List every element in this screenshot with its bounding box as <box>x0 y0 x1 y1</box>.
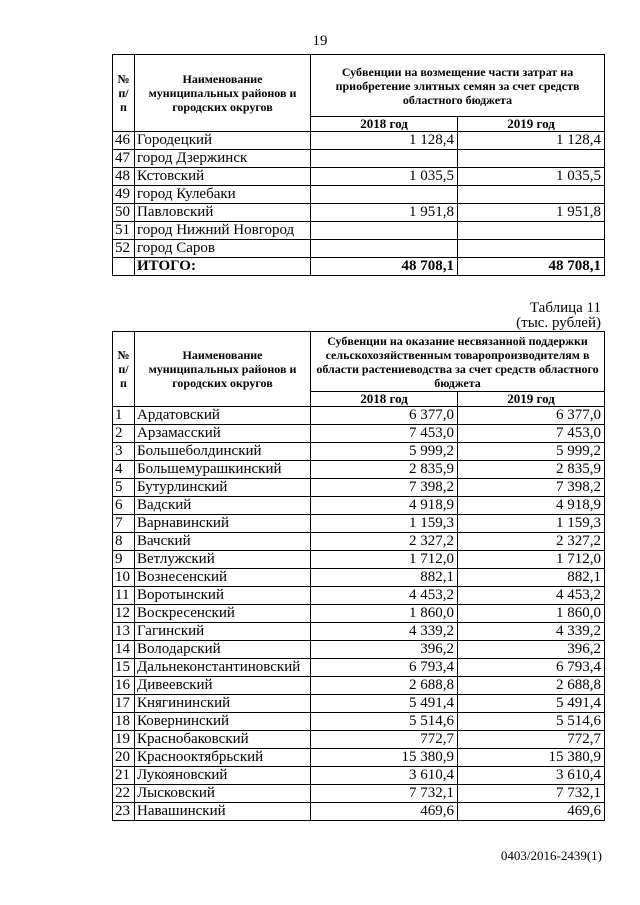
row-number: 52 <box>113 240 135 258</box>
table-row <box>113 623 605 641</box>
value-2019: 7 398,2 <box>458 479 605 497</box>
district-name: Ветлужский <box>135 551 311 569</box>
table-row <box>113 659 605 677</box>
page-number: 19 <box>312 33 328 49</box>
table-row <box>113 587 605 605</box>
col-header-2018: 2018 год <box>311 392 458 407</box>
row-number: 8 <box>113 533 135 551</box>
table-row <box>113 132 605 150</box>
table-row <box>113 222 605 240</box>
total-empty-cell <box>113 258 135 276</box>
table-row <box>113 425 605 443</box>
row-number: 3 <box>113 443 135 461</box>
value-2019: 2 327,2 <box>458 533 605 551</box>
row-number: 13 <box>113 623 135 641</box>
value-2018: 15 380,9 <box>311 749 458 767</box>
district-name: Дальнеконстантиновский <box>135 659 311 677</box>
row-number: 16 <box>113 677 135 695</box>
district-name: Большемурашкинский <box>135 461 311 479</box>
row-number: 1 <box>113 407 135 425</box>
table-row <box>113 168 605 186</box>
table-row <box>113 204 605 222</box>
table-row <box>113 551 605 569</box>
district-name: Краснобаковский <box>135 731 311 749</box>
value-2019: 6 793,4 <box>458 659 605 677</box>
value-2019 <box>458 240 605 258</box>
value-2019: 3 610,4 <box>458 767 605 785</box>
table-row <box>113 803 605 821</box>
row-number: 46 <box>113 132 135 150</box>
value-2019: 772,7 <box>458 731 605 749</box>
value-2018: 2 835,9 <box>311 461 458 479</box>
district-name: Бутурлинский <box>135 479 311 497</box>
district-name: Варнавинский <box>135 515 311 533</box>
row-number: 19 <box>113 731 135 749</box>
row-number: 11 <box>113 587 135 605</box>
row-number: 4 <box>113 461 135 479</box>
value-2018: 1 128,4 <box>311 132 458 150</box>
value-2019: 6 377,0 <box>458 407 605 425</box>
value-2018: 2 327,2 <box>311 533 458 551</box>
value-2018 <box>311 240 458 258</box>
table-row <box>113 443 605 461</box>
col-header-number: № п/п <box>113 332 135 407</box>
total-label: ИТОГО: <box>135 258 311 276</box>
row-number: 12 <box>113 605 135 623</box>
subsidy-table-elite-seeds <box>112 54 605 276</box>
table-row <box>113 713 605 731</box>
value-2019: 2 835,9 <box>458 461 605 479</box>
value-2018: 7 732,1 <box>311 785 458 803</box>
row-number: 50 <box>113 204 135 222</box>
col-header-2019: 2019 год <box>458 392 605 407</box>
value-2018: 6 793,4 <box>311 659 458 677</box>
document-code: 0403/2016-2439(1) <box>500 848 602 863</box>
value-2019: 1 035,5 <box>458 168 605 186</box>
district-name: Ардатовский <box>135 407 311 425</box>
value-2019: 7 453,0 <box>458 425 605 443</box>
row-number: 14 <box>113 641 135 659</box>
total-2019: 48 708,1 <box>458 258 605 276</box>
col-header-subsidy: Субвенции на возмещение части затрат на приобретение элитных семян за счет средств областного бюджета <box>311 55 605 117</box>
value-2019: 4 453,2 <box>458 587 605 605</box>
value-2018: 882,1 <box>311 569 458 587</box>
table-row <box>113 767 605 785</box>
value-2018: 1 860,0 <box>311 605 458 623</box>
value-2018: 1 712,0 <box>311 551 458 569</box>
table-units: (тыс. рублей) <box>516 315 601 331</box>
table-row <box>113 150 605 168</box>
value-2019: 882,1 <box>458 569 605 587</box>
district-name: Дивеевский <box>135 677 311 695</box>
table-row <box>113 515 605 533</box>
table-row <box>113 749 605 767</box>
value-2018: 5 999,2 <box>311 443 458 461</box>
table-row <box>113 479 605 497</box>
value-2018: 3 610,4 <box>311 767 458 785</box>
table-row <box>113 731 605 749</box>
value-2019: 1 159,3 <box>458 515 605 533</box>
district-name: Ковернинский <box>135 713 311 731</box>
value-2018: 6 377,0 <box>311 407 458 425</box>
table-caption: Таблица 11 <box>529 300 601 316</box>
district-name: Павловский <box>135 204 311 222</box>
value-2018: 1 951,8 <box>311 204 458 222</box>
value-2019: 15 380,9 <box>458 749 605 767</box>
district-name: Лукояновский <box>135 767 311 785</box>
table-row <box>113 677 605 695</box>
district-name: Княгининский <box>135 695 311 713</box>
table-row <box>113 497 605 515</box>
row-number: 2 <box>113 425 135 443</box>
value-2019: 5 491,4 <box>458 695 605 713</box>
value-2018: 4 918,9 <box>311 497 458 515</box>
subsidy-table-crop-support <box>112 331 605 821</box>
value-2018: 5 491,4 <box>311 695 458 713</box>
row-number: 51 <box>113 222 135 240</box>
value-2019: 396,2 <box>458 641 605 659</box>
table-row <box>113 407 605 425</box>
value-2019: 7 732,1 <box>458 785 605 803</box>
district-name: город Нижний Новгород <box>135 222 311 240</box>
value-2018: 7 398,2 <box>311 479 458 497</box>
row-number: 17 <box>113 695 135 713</box>
district-name: Краснооктябрьский <box>135 749 311 767</box>
district-name: Городецкий <box>135 132 311 150</box>
district-name: Большеболдинский <box>135 443 311 461</box>
value-2018: 1 035,5 <box>311 168 458 186</box>
district-name: город Дзержинск <box>135 150 311 168</box>
district-name: Воскресенский <box>135 605 311 623</box>
district-name: Вознесенский <box>135 569 311 587</box>
col-header-name: Наименование муниципальных районов и городских округов <box>135 332 311 407</box>
value-2019: 4 339,2 <box>458 623 605 641</box>
row-number: 18 <box>113 713 135 731</box>
value-2018: 469,6 <box>311 803 458 821</box>
value-2019 <box>458 186 605 204</box>
row-number: 21 <box>113 767 135 785</box>
table-row <box>113 186 605 204</box>
col-header-name: Наименование муниципальных районов и городских округов <box>135 55 311 132</box>
total-2018: 48 708,1 <box>311 258 458 276</box>
district-name: город Саров <box>135 240 311 258</box>
value-2019 <box>458 222 605 240</box>
table-row <box>113 461 605 479</box>
district-name: Кстовский <box>135 168 311 186</box>
value-2019 <box>458 150 605 168</box>
district-name: Вадский <box>135 497 311 515</box>
table-row <box>113 641 605 659</box>
col-header-subsidy: Субвенции на оказание несвязанной поддержки сельскохозяйственным товаропроизводителям в области растениеводства за счет средств областного бюджета <box>311 332 605 392</box>
row-number: 6 <box>113 497 135 515</box>
col-header-number: № п/п <box>113 55 135 132</box>
value-2019: 1 860,0 <box>458 605 605 623</box>
row-number: 20 <box>113 749 135 767</box>
value-2019: 5 514,6 <box>458 713 605 731</box>
row-number: 47 <box>113 150 135 168</box>
value-2018: 772,7 <box>311 731 458 749</box>
value-2018: 2 688,8 <box>311 677 458 695</box>
value-2018: 4 453,2 <box>311 587 458 605</box>
table-row <box>113 605 605 623</box>
value-2019: 1 712,0 <box>458 551 605 569</box>
district-name: город Кулебаки <box>135 186 311 204</box>
table-row <box>113 533 605 551</box>
row-number: 49 <box>113 186 135 204</box>
col-header-2018: 2018 год <box>311 117 458 132</box>
value-2018: 5 514,6 <box>311 713 458 731</box>
table-row <box>113 240 605 258</box>
value-2018: 7 453,0 <box>311 425 458 443</box>
row-number: 5 <box>113 479 135 497</box>
value-2019: 4 918,9 <box>458 497 605 515</box>
total-row <box>113 258 605 276</box>
col-header-2019: 2019 год <box>458 117 605 132</box>
value-2018 <box>311 186 458 204</box>
row-number: 7 <box>113 515 135 533</box>
value-2018 <box>311 150 458 168</box>
row-number: 48 <box>113 168 135 186</box>
district-name: Арзамасский <box>135 425 311 443</box>
district-name: Володарский <box>135 641 311 659</box>
district-name: Воротынский <box>135 587 311 605</box>
value-2018: 4 339,2 <box>311 623 458 641</box>
value-2019: 1 128,4 <box>458 132 605 150</box>
value-2018: 396,2 <box>311 641 458 659</box>
row-number: 10 <box>113 569 135 587</box>
row-number: 22 <box>113 785 135 803</box>
district-name: Навашинский <box>135 803 311 821</box>
value-2018 <box>311 222 458 240</box>
table-row <box>113 695 605 713</box>
value-2019: 5 999,2 <box>458 443 605 461</box>
district-name: Лысковский <box>135 785 311 803</box>
table-row <box>113 569 605 587</box>
row-number: 15 <box>113 659 135 677</box>
district-name: Вачский <box>135 533 311 551</box>
district-name: Гагинский <box>135 623 311 641</box>
value-2019: 469,6 <box>458 803 605 821</box>
value-2018: 1 159,3 <box>311 515 458 533</box>
value-2019: 2 688,8 <box>458 677 605 695</box>
row-number: 9 <box>113 551 135 569</box>
table-row <box>113 785 605 803</box>
row-number: 23 <box>113 803 135 821</box>
value-2019: 1 951,8 <box>458 204 605 222</box>
